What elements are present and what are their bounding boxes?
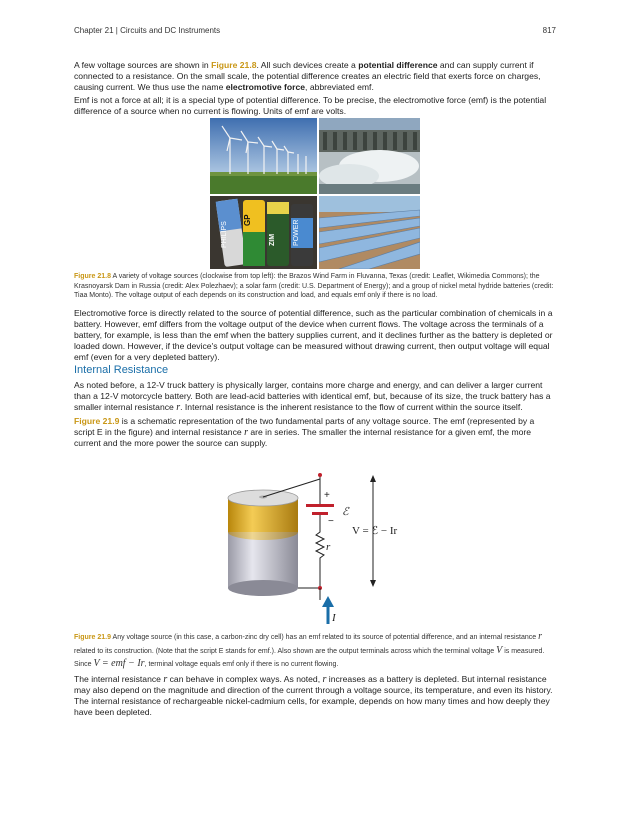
figure-link[interactable]: Figure 21.9 xyxy=(74,416,120,426)
page-number: 817 xyxy=(542,26,556,35)
paragraph-6: The internal resistance r can behave in complex ways. As noted, r increases as a battery is depleted. But internal resistance may also depend on the magnitude and direction of the current through a voltage source, its temperature, and even its history. The internal resistance of rechargeable nickel-cadmium cells, for example, depends on how many times and how deeply they have been depleted. xyxy=(74,674,553,717)
dam-photo xyxy=(319,118,420,194)
batteries-photo xyxy=(210,196,317,269)
internal-resistance-diagram xyxy=(210,466,430,624)
emf-long-plate xyxy=(306,504,334,507)
minus-sign: − xyxy=(328,516,334,527)
battery-icon xyxy=(228,490,298,596)
solar-farm-photo xyxy=(319,196,420,269)
plus-sign: + xyxy=(324,490,330,501)
page-header xyxy=(74,26,556,35)
paragraph-2: Emf is not a force at all; it is a special type of potential difference. To be precise, the electromotive force (emf) is the potential difference of a source when no current is flowing. Units of emf are volts. xyxy=(74,95,547,116)
resistor-icon xyxy=(316,515,324,588)
paragraph-4: As noted before, a 12-V truck battery is physically larger, contains more charge and energy, and can deliver a larger current than a 12-V motorcycle battery. Both are lead-acid batteries with identical emf, but, because of its size, the truck battery has a smaller internal resistance r. Internal resistance is the inherent resistance to the flow of current within the source itself. xyxy=(74,380,551,413)
emf-label: ℰ xyxy=(342,506,349,518)
current-label: I xyxy=(332,612,336,624)
section-heading: Internal Resistance xyxy=(74,364,169,376)
paragraph-3: Electromotive force is directly related to the source of potential difference, such as the particular combination of chemicals in a battery. However, emf differs from the voltage output of the device when current flows. The voltage across the terminals of a battery, for example, is less than the emf when the battery supplies current, and it declines further as the battery is depleted or loaded down. However, if the device's output voltage can be measured without drawing current, then output voltage will equal emf (even for a very depleted battery). xyxy=(74,308,553,362)
battery-label: ZIM xyxy=(269,233,276,246)
terminal-voltage-equation: V = ℰ − Ir xyxy=(352,525,398,537)
battery-label: GP xyxy=(243,214,252,226)
figure-21-9-caption: Figure 21.9 Any voltage source (in this case, a carbon-zinc dry cell) has an emf related to its source of potential difference, and an internal resistance r related to its construction. (Note that the script E stands for emf.). Also shown are the output terminals across which the terminal voltage V is measured. Since V = emf − Ir, terminal voltage equals emf only if there is no current flowing. xyxy=(74,631,545,669)
figure-link[interactable]: Figure 21.8 xyxy=(211,60,257,70)
wind-farm-photo xyxy=(210,118,317,194)
battery-label: POWER xyxy=(293,219,300,246)
paragraph-5: Figure 21.9 is a schematic representation of the two fundamental parts of any voltage source. The emf (represented by a script E in the figure) and internal resistance r are in series. The smaller the internal resistance for a given emf, the more current and the more power the source can supply. xyxy=(74,416,535,448)
figure-21-8-caption: Figure 21.8 A variety of voltage sources (clockwise from top left): the Brazos Wind Farm in Fluvanna, Texas (credit: Leaflet, Wikimedia Commons); the Krasnoyarsk Dam in Russia (credit: Alex Polezhaev); a solar farm (credit: U.S. Department of Energy); and a group of nickel metal hydride batteries (credit: Tiaa Monto). The voltage output of each depends on its construction and load, and equals emf only if there is no load. xyxy=(74,273,554,300)
emf-short-plate xyxy=(312,512,328,515)
resistance-label: r xyxy=(326,541,331,553)
battery-label: PHILIPS xyxy=(221,221,228,248)
paragraph-1: A few voltage sources are shown in Figure 21.8. All such devices create a potential difference and can supply current if connected to a resistance. On the small scale, the potential difference creates an electric field that exerts force on charges, causing current. We thus use the name electromotive force, abbreviated emf. xyxy=(74,60,541,92)
chapter-title: Chapter 21 | Circuits and DC Instruments xyxy=(74,26,221,35)
